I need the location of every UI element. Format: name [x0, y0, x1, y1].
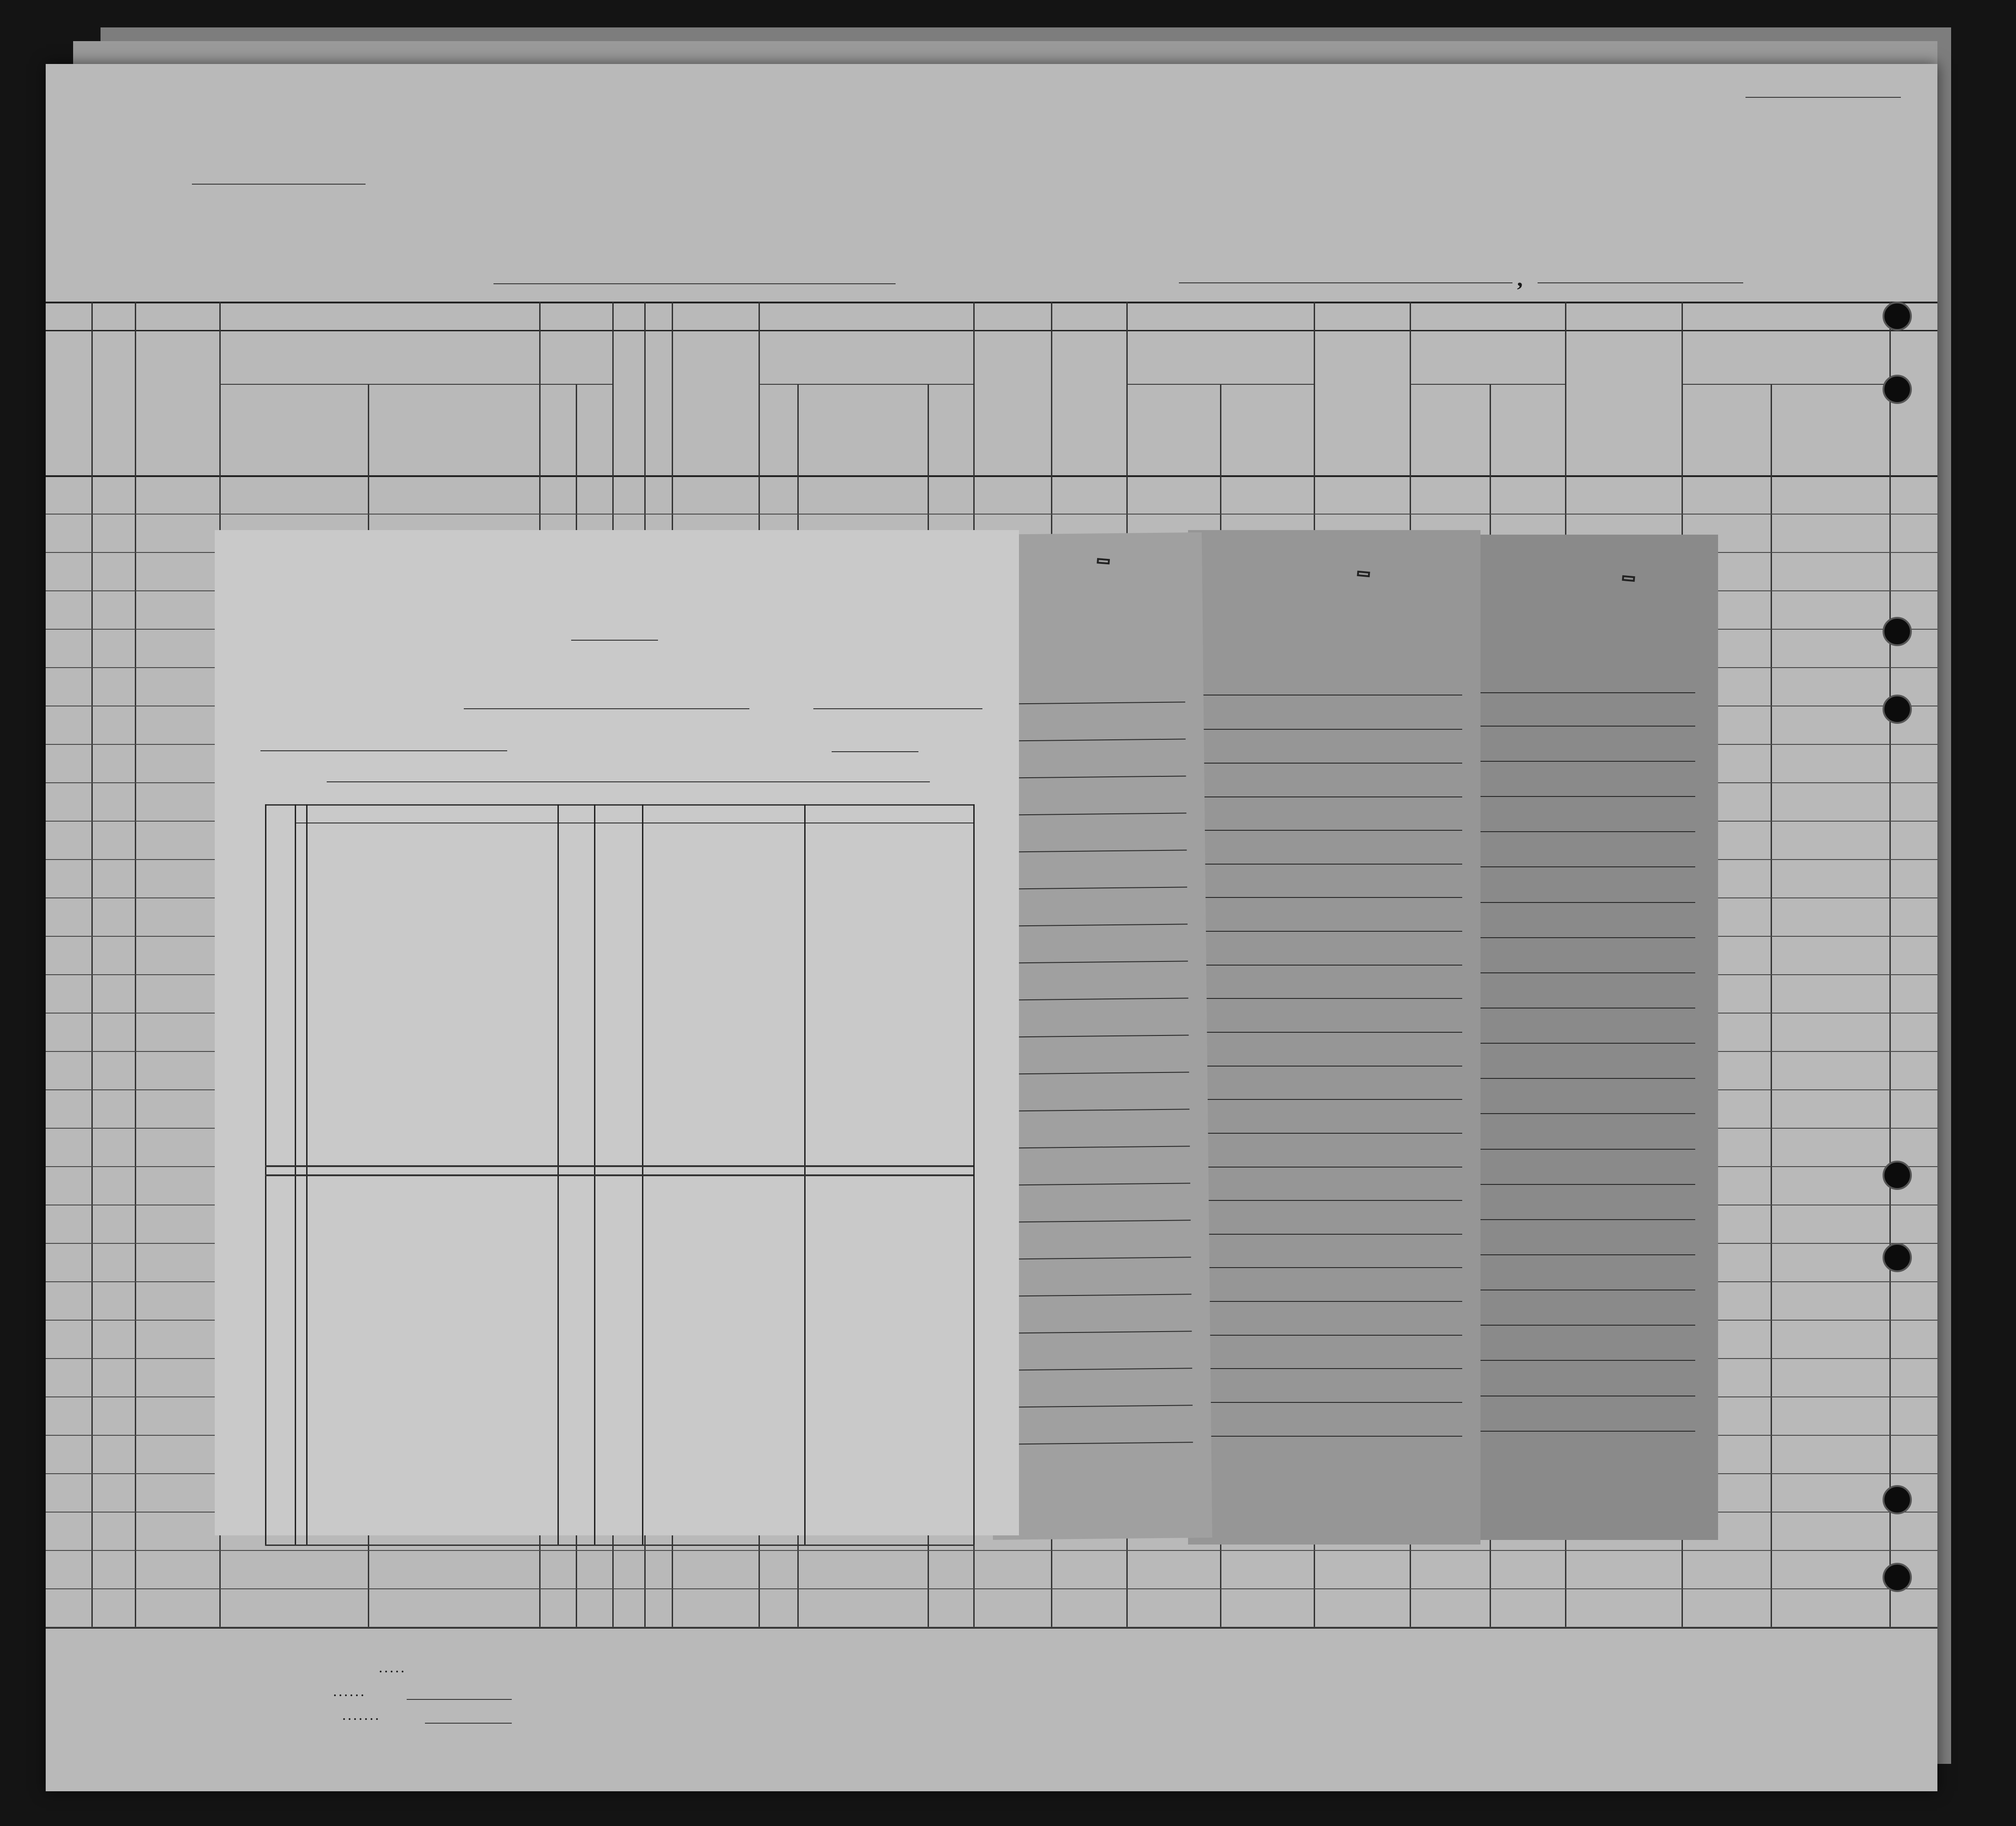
card-rule — [991, 1331, 1192, 1334]
card-rule — [992, 1405, 1193, 1408]
punch-hole — [1883, 375, 1912, 404]
card-rule — [989, 1146, 1190, 1149]
card-rule — [991, 1368, 1192, 1371]
punch-hole — [1883, 1563, 1912, 1592]
row-line — [46, 1627, 1937, 1628]
card-rule — [1188, 864, 1462, 865]
card-rule — [1188, 1436, 1462, 1437]
card-stamp — [1097, 558, 1110, 564]
card-rule — [1188, 998, 1462, 999]
card-rule — [1188, 796, 1462, 797]
row-line — [46, 1588, 1937, 1589]
card-rule — [1188, 931, 1462, 932]
card-stamp — [1357, 571, 1370, 577]
card-rule — [1188, 1032, 1462, 1033]
card-rule — [1188, 1167, 1462, 1168]
card-rule — [1188, 1267, 1462, 1268]
manifest-sheet: , . . . . . . . . . . . . . . . . . . — [46, 64, 1937, 1791]
punch-hole — [1883, 617, 1912, 646]
card-rule — [1188, 830, 1462, 831]
card-rule — [1188, 1133, 1462, 1134]
card-rule — [990, 1294, 1191, 1297]
card-rule — [989, 1183, 1190, 1186]
card-rule — [1188, 1402, 1462, 1403]
card-rule — [1188, 897, 1462, 898]
card-rule — [1188, 1234, 1462, 1235]
card-rule — [990, 1220, 1191, 1223]
card-rule — [990, 1257, 1191, 1260]
card-rule — [992, 1442, 1193, 1445]
punch-hole — [1883, 302, 1912, 331]
card-rule — [1188, 1200, 1462, 1201]
punch-hole — [1883, 1161, 1912, 1190]
row-line — [46, 514, 1937, 515]
card-rule — [1188, 1368, 1462, 1369]
punch-hole — [1883, 1243, 1912, 1272]
card-rule — [1188, 763, 1462, 764]
row-line — [46, 1550, 1937, 1551]
card-rule — [1188, 1335, 1462, 1336]
passenger-card-2 — [1188, 530, 1480, 1545]
card-rule — [1188, 965, 1462, 966]
card-rule — [1188, 1301, 1462, 1302]
passenger-card-3 — [1439, 535, 1718, 1540]
punch-hole — [1883, 695, 1912, 724]
card-stamp — [1622, 575, 1635, 582]
card-rule — [1188, 729, 1462, 730]
card-rule — [1188, 1066, 1462, 1067]
master-list — [215, 530, 1019, 1535]
card-rule — [1188, 1099, 1462, 1100]
punch-hole — [1883, 1485, 1912, 1514]
